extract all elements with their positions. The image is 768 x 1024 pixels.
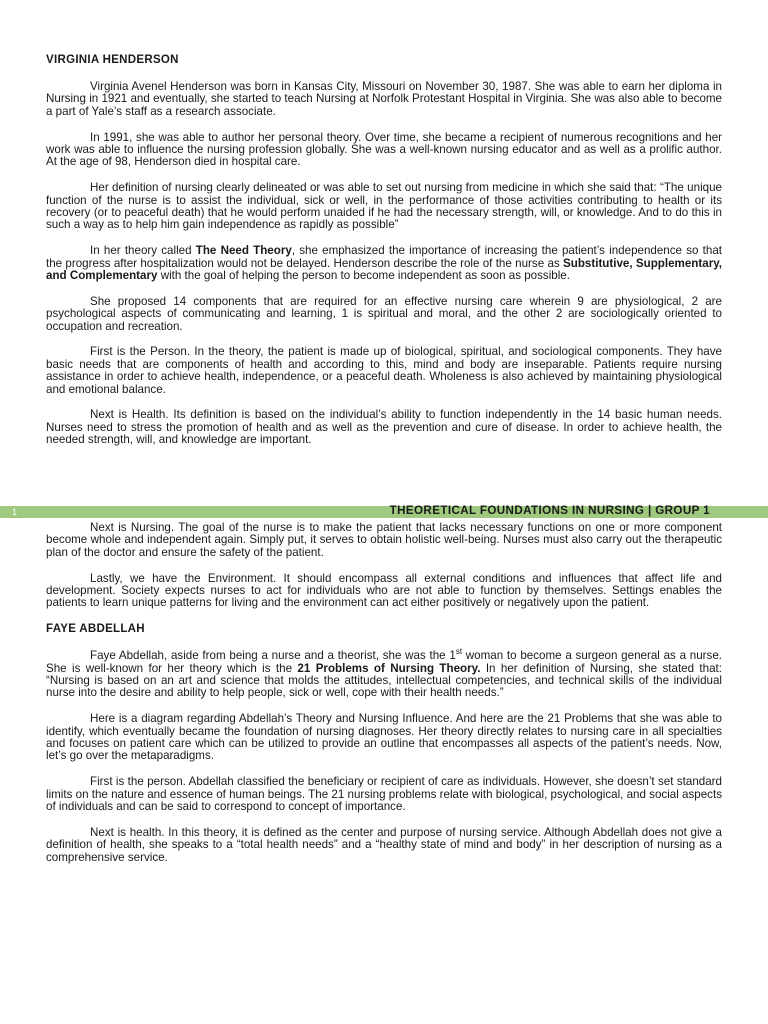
paragraph: Virginia Avenel Henderson was born in Kansas City, Missouri on November 30, 1987. She was able to earn her diploma in Nursing in 1921 and eventually, she started to teach Nursing at Norfolk Protestant Hospital in Virginia. She was also able to become a part of Yale’s staff as a research associate.	[46, 80, 722, 118]
paragraph: First is the Person. In the theory, the patient is made up of biological, spiritual, and sociological components. They have basic needs that are components of health and according to this, mind and body are inseparable. Patients require nursing assistance in order to achieve health, independence, or a peaceful death. Wholeness is also achieved by maintaining physiological and emotional balance.	[46, 345, 722, 396]
superscript: st	[455, 647, 463, 657]
text-run: In her definition of Nursing, she stated that: “Nursing is based on an art and science that molds the attitudes, intellectual competencies, and technical skills of the individual nurse into the desire and ability to help people, sick or well, cope with their health needs.”	[46, 661, 722, 700]
bold-term: 21 Problems of Nursing Theory.	[297, 661, 481, 675]
paragraph: Her definition of nursing clearly delineated or was able to set out nursing from medicine in which she said that: “The unique function of the nurse is to assist the individual, sick or well, in the performance of those activities contributing to health or its recovery (or to peaceful death) that he would perform unaided if he had the necessary strength, will, or knowledge. And to do this in such a way as to help him gain independence as rapidly as possible”	[46, 181, 722, 232]
bold-term: The Need Theory	[195, 244, 292, 258]
text-run: Faye Abdellah, aside from being a nurse and a theorist, she was the 1	[90, 649, 456, 663]
text-run: In her theory called	[90, 244, 196, 258]
paragraph	[46, 647, 723, 700]
paragraph: In 1991, she was able to author her personal theory. Over time, she became a recipient of numerous recognitions and her work was able to influence the nursing profession globally. She was a well-known nursing educator and as well as a prolific author. At the age of 98, Henderson died in hospital care.	[46, 130, 722, 169]
paragraph: Next is Nursing. The goal of the nurse is to make the patient that lacks necessary functions on one or more component become whole and independent again. Simply put, it serves to obtain holistic well-being. Nurses must also carry out the therapeutic plan of the doctor and ensure the safety of the patient.	[46, 521, 722, 559]
section-heading: VIRGINIA HENDERSON	[46, 54, 179, 66]
page-number: 1	[12, 507, 18, 517]
text-run: , she emphasized the importance of increasing the patient’s independence so that the progress after hospitalization would not be delayed. Henderson describe the role of the nurse as	[46, 244, 722, 270]
paragraph: Next is Health. Its definition is based on the individual’s ability to function independently in the 14 basic human needs. Nurses need to stress the promotion of health and as well as the prevention and cure of disease. In order to achieve health, the needed strength, will, and knowledge are important.	[46, 408, 722, 447]
paragraph: Lastly, we have the Environment. It should encompass all external conditions and influences that affect life and development. Society expects nurses to act for individuals who are not able to function by themselves. Settings enables the patients to learn unique patterns for living and the environment can act either positively or negatively upon the patient.	[46, 571, 722, 610]
henderson-section	[46, 54, 722, 460]
paragraph: Next is health. In this theory, it is defined as the center and purpose of nursing service. Although Abdellah does not give a definition of health, she speaks to a “total health needs” and a “healthy state of mind and body” in her description of nursing as a comprehensive service.	[46, 825, 722, 864]
paragraph: First is the person. Abdellah classified the beneficiary or recipient of care as individuals. However, she doesn’t set standard limits on the nature and essence of human beings. The 21 nursing problems relate with biological, psychological, and social aspects of individuals and can be said to correspond to concept of importance.	[46, 775, 722, 814]
paragraph: She proposed 14 components that are required for an effective nursing care wherein 9 are physiological, 2 are psychological aspects of communicating and learning, 1 is spiritual and moral, and the other 2 are sociologically oriented to occupation and recreation.	[46, 294, 722, 333]
bold-term: Substitutive, Supplementary, and Complementary	[46, 256, 723, 283]
continued-section	[46, 522, 722, 877]
section-heading: FAYE ABDELLAH	[46, 623, 145, 636]
footer-title: THEORETICAL FOUNDATIONS IN NURSING | GROUP 1	[389, 504, 710, 517]
paragraph	[46, 245, 722, 282]
paragraph: Here is a diagram regarding Abdellah’s Theory and Nursing Influence. And here are the 21 Problems that she was able to identify, which eventually became the foundation of nursing diagnoses. Her theory directly relates to nursing care in all specialties and focuses on patient care which can be utilized to provide an outline that encompasses all aspects of the patient’s needs. Now, let’s go over the metaparadigms.	[46, 712, 722, 763]
text-run: woman to become a surgeon general as a nurse. She is well-known for her theory which is the	[46, 649, 723, 675]
text-run: with the goal of helping the person to become independent as soon as possible.	[157, 269, 570, 283]
